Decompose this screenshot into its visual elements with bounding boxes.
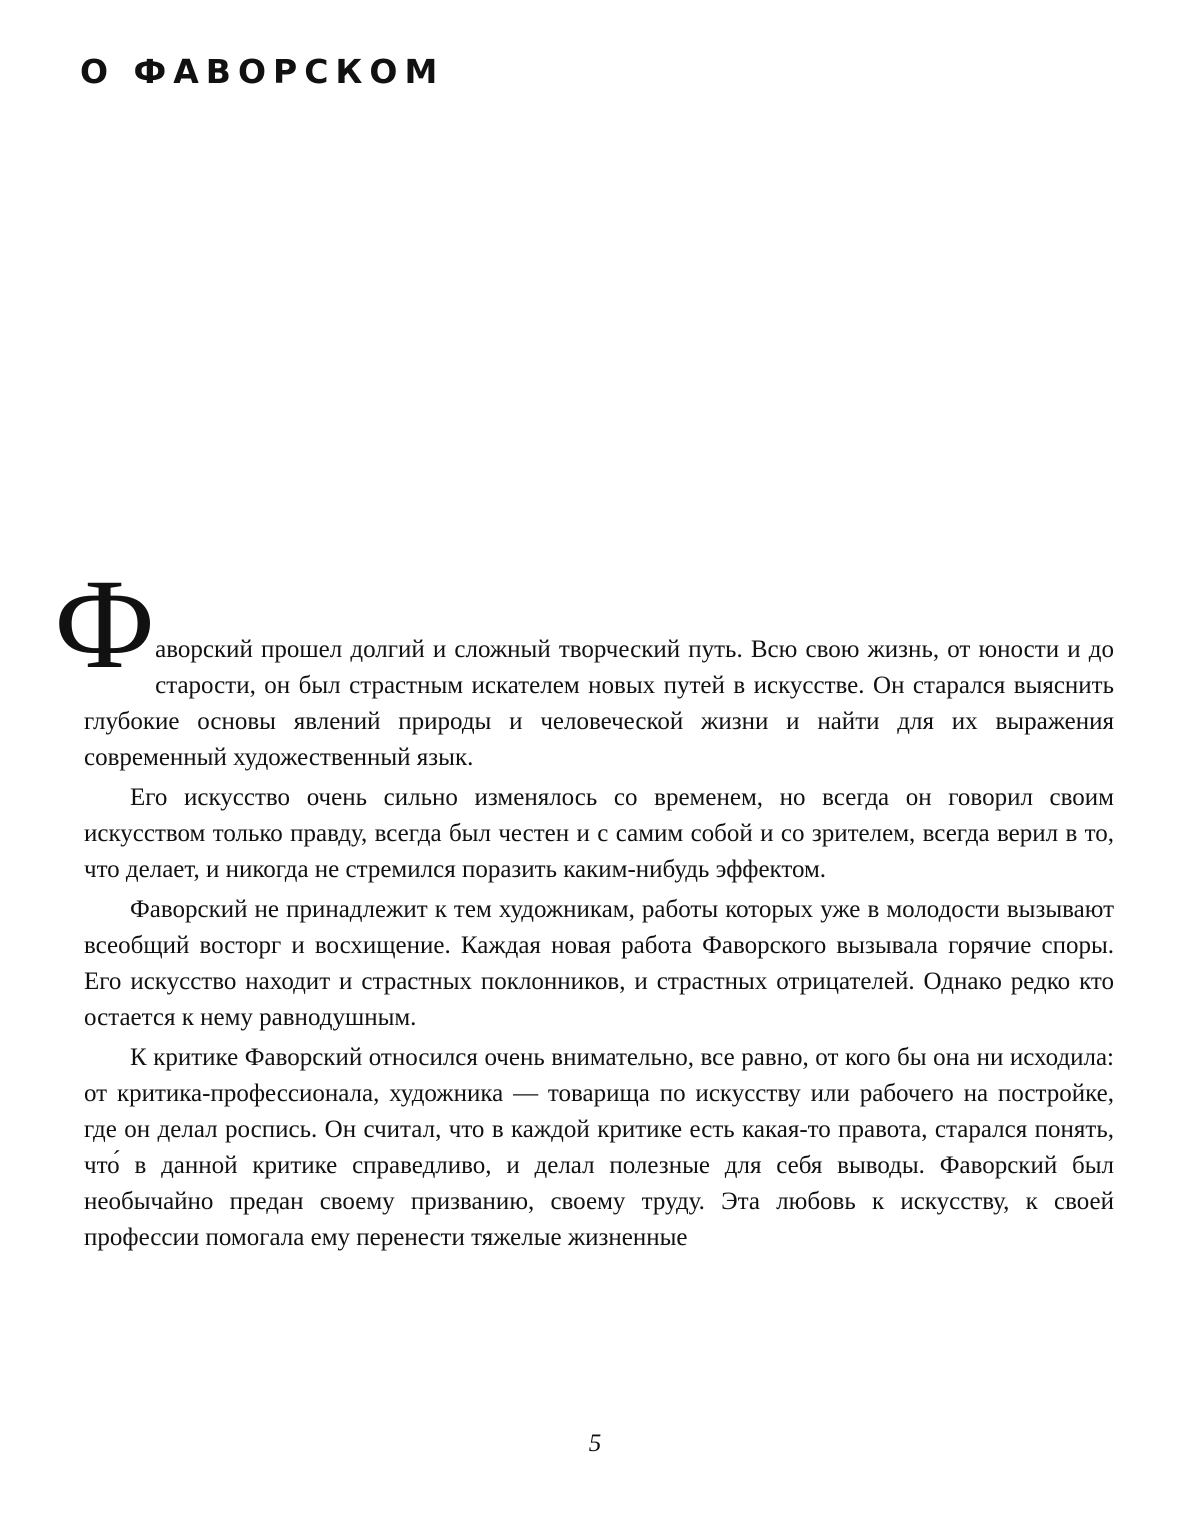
- first-paragraph: [84, 632, 1114, 776]
- first-paragraph-text: аворский прошел долгий и сложный творческий путь. Всю свою жизнь, от юности и до старости, он был страстным искателем новых путей в искусстве. Он старался выяснить глубокие основы явлений природы и человеческой жизни и найти для их выражения современный художественный язык.: [84, 636, 1114, 771]
- paragraph: К критике Фаворский относился очень внимательно, все равно, от кого бы она ни исходила: от критика-профессионала, художника — товарища по искусству или рабочего на постройке, где он делал роспись. Он считал, что в каждой критике есть какая-то правота, старался понять, что́ в данной критике справедливо, и делал полезные для себя выводы. Фаворский был необычайно предан своему призванию, своему труду. Эта любовь к искусству, к своей профессии помогала ему перенести тяжелые жизненные: [84, 1040, 1114, 1256]
- paragraph: Его искусство очень сильно изменялось со временем, но всегда он говорил своим искусством только правду, всегда был честен и с самим собой и со зрителем, всегда верил в то, что делает, и никогда не стремился поразить каким-нибудь эффектом.: [84, 780, 1114, 888]
- page-title: О ФАВОРСКОМ: [80, 50, 444, 94]
- drop-cap: Ф: [54, 576, 155, 672]
- page-number: 5: [0, 1428, 1190, 1460]
- paragraph: Фаворский не принадлежит к тем художникам, работы которых уже в молодости вызывают всеобщий восторг и восхищение. Каждая новая работа Фаворского вызывала горячие споры. Его искусство находит и страстных поклонников, и страстных отрицателей. Однако редко кто остается к нему равнодушным.: [84, 892, 1114, 1036]
- article-body: [84, 632, 1114, 1256]
